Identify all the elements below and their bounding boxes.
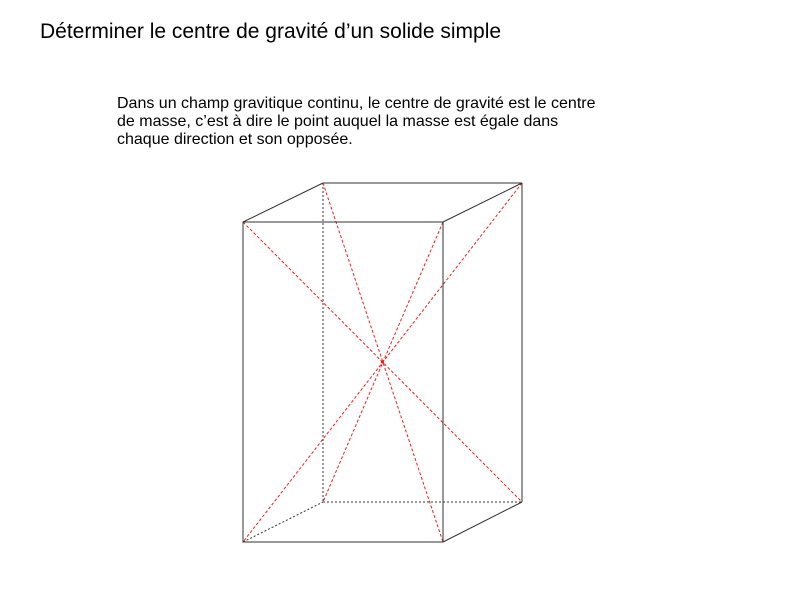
edge-bottom-right-depth (443, 502, 522, 542)
slide-title: Déterminer le centre de gravité d’un solide simple (40, 20, 502, 43)
hidden-edge-bottom-left (243, 502, 323, 542)
edge-top-right-depth (443, 183, 522, 222)
body-line-2: de masse, c’est à dire le point auquel la masse est égale dans (117, 113, 559, 130)
front-face (243, 222, 443, 542)
centroid-point (381, 360, 384, 363)
body-line-1: Dans un champ gravitique continu, le centre de gravité est le centre (117, 95, 596, 112)
edge-top-left-depth (243, 183, 323, 222)
body-line-3: chaque direction et son opposée. (117, 131, 353, 148)
